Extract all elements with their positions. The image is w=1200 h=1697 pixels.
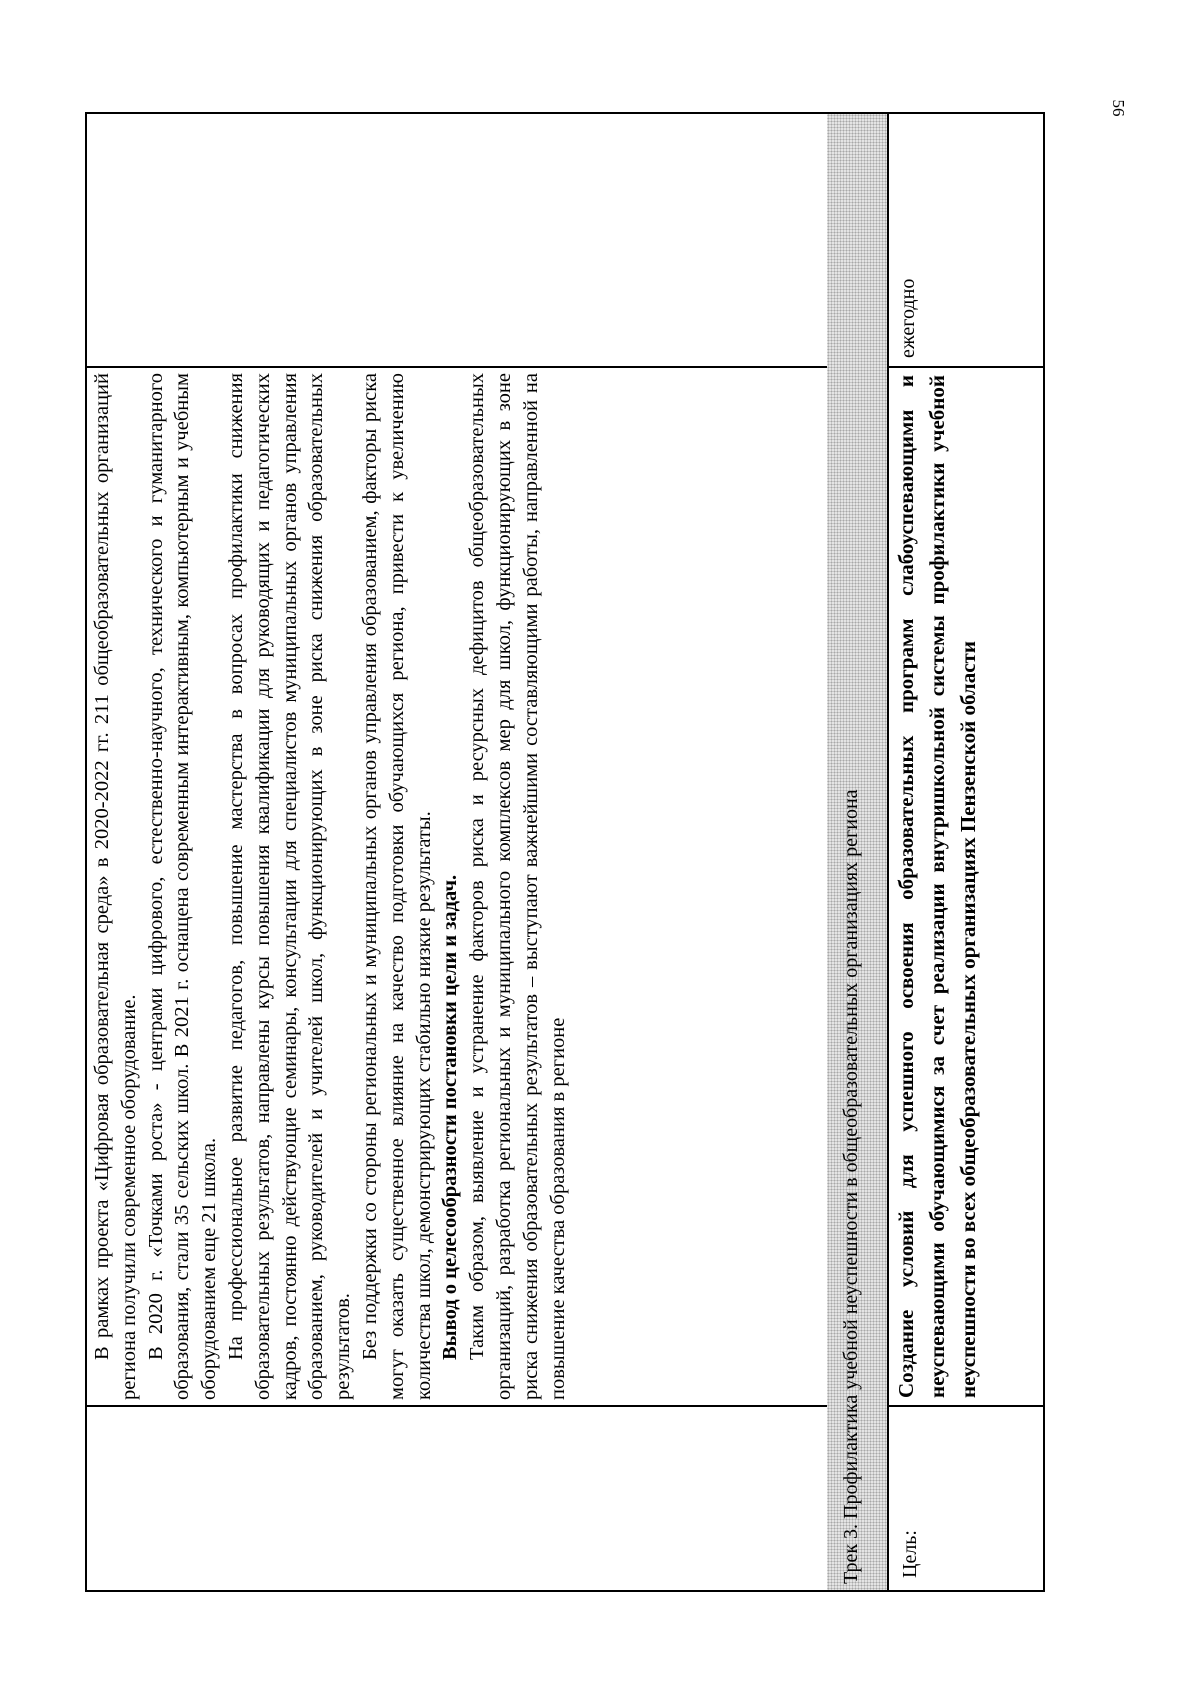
conclusion-heading: Вывод о целесообразности постановки цели и задач. (439, 874, 462, 1360)
paragraph: В рамках проекта «Цифровая образовательная среда» в 2020-2022 гг. 211 общеобразовательных организаций региона получили современное оборудование. (91, 373, 140, 1400)
table-column-divider (87, 1406, 827, 1408)
paragraph: Таким образом, выявление и устранение факторов риска и ресурсных дефицитов общеобразовательных организаций, разработка региональных и муниципального комплексов мер для школ, функционирующих в зоне риска снижения образовательных результатов – выступают важнейшими составляющими работы, направленной на повышение качества образования в регионе (466, 373, 569, 1400)
track-title: Трек 3. Профилактика учебной неуспешности в общеобразовательных организациях региона (840, 789, 862, 1584)
frequency-value: ежегодно (897, 278, 919, 358)
table-column-divider (887, 367, 1045, 369)
description-cell (89, 369, 827, 1404)
paragraph: В 2020 г. «Точками роста» - центрами цифрового, естественно-научного, технического и гуманитарного образования, стали 35 сельских школ. В 2021 г. оснащена современным интерактивным, компьютерным и учебным оборудованием еще 21 школа. (144, 373, 221, 1400)
paragraph: Без поддержки со стороны региональных и муниципальных органов управления образованием, факторы риска могут оказать существенное влияние на качество подготовки обучающихся региона, привести к увеличению количества школ, демонстрирующих стабильно низкие результаты. (358, 373, 435, 1400)
goal-text: Создание условий для успешного освоения образовательных программ слабоуспевающими и неуспевающими обучающимися за счет реализации внутришкольной системы профилактики учебной неуспешности во всех общеобразовательных организациях Пензенской области (894, 375, 980, 1398)
track-header-row (827, 114, 887, 1590)
goal-label: Цель: (899, 1530, 921, 1578)
rotated-page-content (85, 112, 1045, 1592)
table-column-divider (887, 1406, 1045, 1408)
page-number: 56 (1109, 99, 1128, 117)
table-column-divider (87, 367, 827, 369)
paragraph: На профессиональное развитие педагогов, повышение мастерства в вопросах профилактики снижения образовательных результатов, направлены курсы повышения квалификации для руководящих и педагогических кадров, постоянно действующие семинары, консультации для специалистов муниципальных органов управления образованием, руководителей и учителей школ, функционирующих в зоне риска снижения образовательных результатов. (224, 373, 355, 1400)
table-row-divider (887, 114, 889, 1590)
plan-table (85, 112, 1045, 1592)
